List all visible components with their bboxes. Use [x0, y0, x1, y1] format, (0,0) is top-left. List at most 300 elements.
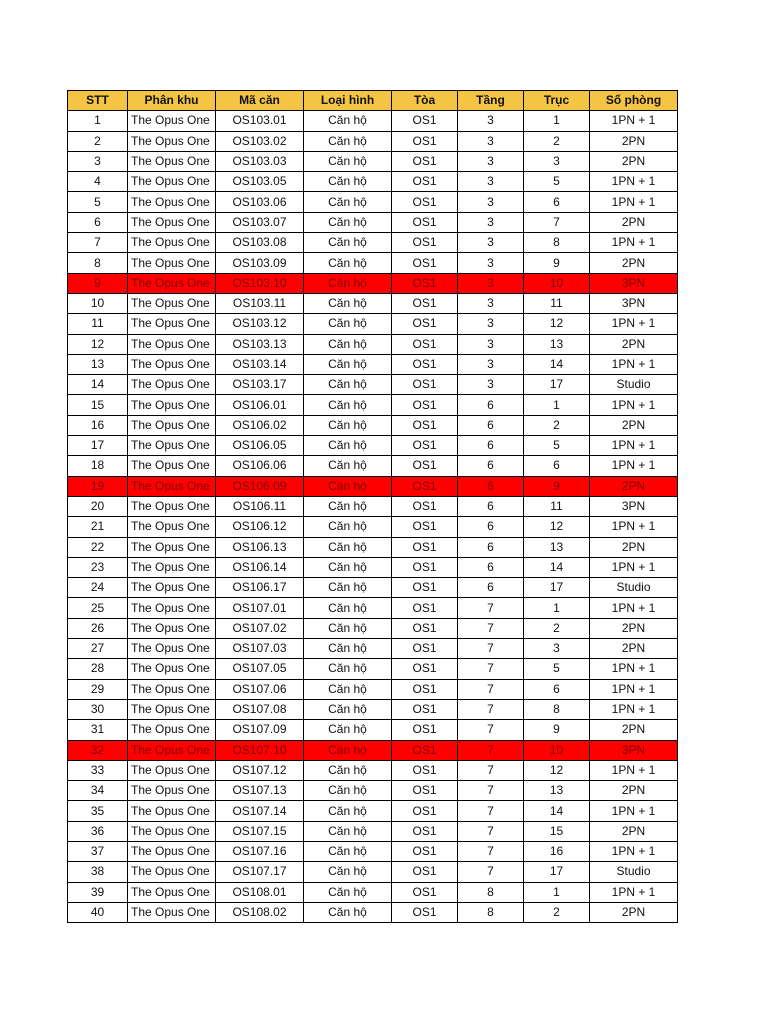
cell-loai-hinh[interactable]: Căn hộ	[304, 841, 392, 861]
cell-ma-can[interactable]: OS107.12	[216, 760, 304, 780]
cell-stt[interactable]: 26	[68, 618, 128, 638]
cell-ma-can[interactable]: OS103.01	[216, 111, 304, 131]
cell-loai-hinh[interactable]: Căn hộ	[304, 354, 392, 374]
cell-loai-hinh[interactable]: Căn hộ	[304, 456, 392, 476]
cell-toa[interactable]: OS1	[392, 151, 458, 171]
cell-loai-hinh[interactable]: Căn hộ	[304, 375, 392, 395]
cell-truc[interactable]: 1	[524, 598, 590, 618]
cell-phan-khu[interactable]: The Opus One	[128, 253, 216, 273]
cell-loai-hinh[interactable]: Căn hộ	[304, 151, 392, 171]
cell-so-phong[interactable]: 3PN	[590, 740, 678, 760]
cell-truc[interactable]: 13	[524, 334, 590, 354]
cell-toa[interactable]: OS1	[392, 578, 458, 598]
cell-truc[interactable]: 6	[524, 192, 590, 212]
cell-truc[interactable]: 7	[524, 212, 590, 232]
header-ma-can[interactable]: Mã căn	[216, 91, 304, 111]
cell-so-phong[interactable]: 1PN + 1	[590, 598, 678, 618]
cell-ma-can[interactable]: OS103.13	[216, 334, 304, 354]
cell-tang[interactable]: 7	[458, 801, 524, 821]
cell-toa[interactable]: OS1	[392, 253, 458, 273]
cell-truc[interactable]: 16	[524, 841, 590, 861]
cell-tang[interactable]: 6	[458, 517, 524, 537]
cell-phan-khu[interactable]: The Opus One	[128, 781, 216, 801]
cell-truc[interactable]: 10	[524, 273, 590, 293]
cell-loai-hinh[interactable]: Căn hộ	[304, 557, 392, 577]
cell-phan-khu[interactable]: The Opus One	[128, 841, 216, 861]
cell-stt[interactable]: 30	[68, 699, 128, 719]
cell-phan-khu[interactable]: The Opus One	[128, 111, 216, 131]
cell-ma-can[interactable]: OS106.12	[216, 517, 304, 537]
cell-stt[interactable]: 19	[68, 476, 128, 496]
cell-stt[interactable]: 32	[68, 740, 128, 760]
cell-ma-can[interactable]: OS108.01	[216, 882, 304, 902]
cell-so-phong[interactable]: 1PN + 1	[590, 172, 678, 192]
cell-toa[interactable]: OS1	[392, 781, 458, 801]
cell-toa[interactable]: OS1	[392, 841, 458, 861]
cell-stt[interactable]: 39	[68, 882, 128, 902]
cell-truc[interactable]: 9	[524, 476, 590, 496]
cell-ma-can[interactable]: OS106.05	[216, 436, 304, 456]
cell-ma-can[interactable]: OS103.12	[216, 314, 304, 334]
cell-loai-hinh[interactable]: Căn hộ	[304, 862, 392, 882]
cell-ma-can[interactable]: OS106.11	[216, 496, 304, 516]
cell-toa[interactable]: OS1	[392, 456, 458, 476]
cell-loai-hinh[interactable]: Căn hộ	[304, 537, 392, 557]
cell-phan-khu[interactable]: The Opus One	[128, 496, 216, 516]
cell-loai-hinh[interactable]: Căn hộ	[304, 192, 392, 212]
cell-loai-hinh[interactable]: Căn hộ	[304, 740, 392, 760]
cell-so-phong[interactable]: 2PN	[590, 334, 678, 354]
cell-ma-can[interactable]: OS103.07	[216, 212, 304, 232]
cell-loai-hinh[interactable]: Căn hộ	[304, 517, 392, 537]
cell-phan-khu[interactable]: The Opus One	[128, 436, 216, 456]
cell-truc[interactable]: 17	[524, 375, 590, 395]
cell-ma-can[interactable]: OS107.01	[216, 598, 304, 618]
cell-ma-can[interactable]: OS103.11	[216, 293, 304, 313]
cell-so-phong[interactable]: 1PN + 1	[590, 882, 678, 902]
cell-phan-khu[interactable]: The Opus One	[128, 720, 216, 740]
cell-phan-khu[interactable]: The Opus One	[128, 801, 216, 821]
cell-phan-khu[interactable]: The Opus One	[128, 131, 216, 151]
header-tang[interactable]: Tầng	[458, 91, 524, 111]
cell-toa[interactable]: OS1	[392, 882, 458, 902]
cell-ma-can[interactable]: OS108.02	[216, 902, 304, 922]
cell-tang[interactable]: 3	[458, 151, 524, 171]
cell-phan-khu[interactable]: The Opus One	[128, 151, 216, 171]
cell-stt[interactable]: 20	[68, 496, 128, 516]
cell-ma-can[interactable]: OS106.06	[216, 456, 304, 476]
cell-stt[interactable]: 35	[68, 801, 128, 821]
cell-tang[interactable]: 6	[458, 395, 524, 415]
cell-truc[interactable]: 12	[524, 517, 590, 537]
cell-stt[interactable]: 22	[68, 537, 128, 557]
cell-toa[interactable]: OS1	[392, 862, 458, 882]
cell-so-phong[interactable]: 2PN	[590, 618, 678, 638]
cell-tang[interactable]: 3	[458, 192, 524, 212]
cell-truc[interactable]: 6	[524, 679, 590, 699]
cell-toa[interactable]: OS1	[392, 172, 458, 192]
cell-loai-hinh[interactable]: Căn hộ	[304, 253, 392, 273]
cell-toa[interactable]: OS1	[392, 720, 458, 740]
cell-loai-hinh[interactable]: Căn hộ	[304, 902, 392, 922]
cell-toa[interactable]: OS1	[392, 902, 458, 922]
cell-so-phong[interactable]: 2PN	[590, 639, 678, 659]
cell-truc[interactable]: 6	[524, 456, 590, 476]
cell-so-phong[interactable]: 3PN	[590, 293, 678, 313]
cell-so-phong[interactable]: 1PN + 1	[590, 801, 678, 821]
cell-phan-khu[interactable]: The Opus One	[128, 659, 216, 679]
cell-ma-can[interactable]: OS107.08	[216, 699, 304, 719]
cell-loai-hinh[interactable]: Căn hộ	[304, 131, 392, 151]
cell-so-phong[interactable]: Studio	[590, 578, 678, 598]
cell-stt[interactable]: 10	[68, 293, 128, 313]
cell-tang[interactable]: 6	[458, 456, 524, 476]
cell-loai-hinh[interactable]: Căn hộ	[304, 172, 392, 192]
cell-phan-khu[interactable]: The Opus One	[128, 354, 216, 374]
cell-toa[interactable]: OS1	[392, 354, 458, 374]
cell-toa[interactable]: OS1	[392, 557, 458, 577]
cell-stt[interactable]: 36	[68, 821, 128, 841]
cell-so-phong[interactable]: 2PN	[590, 253, 678, 273]
cell-ma-can[interactable]: OS103.14	[216, 354, 304, 374]
cell-tang[interactable]: 7	[458, 679, 524, 699]
cell-so-phong[interactable]: 1PN + 1	[590, 436, 678, 456]
cell-ma-can[interactable]: OS107.14	[216, 801, 304, 821]
cell-so-phong[interactable]: 1PN + 1	[590, 395, 678, 415]
cell-so-phong[interactable]: Studio	[590, 862, 678, 882]
cell-tang[interactable]: 3	[458, 212, 524, 232]
cell-ma-can[interactable]: OS103.02	[216, 131, 304, 151]
cell-loai-hinh[interactable]: Căn hộ	[304, 679, 392, 699]
header-stt[interactable]: STT	[68, 91, 128, 111]
cell-tang[interactable]: 7	[458, 618, 524, 638]
cell-stt[interactable]: 37	[68, 841, 128, 861]
cell-tang[interactable]: 3	[458, 233, 524, 253]
cell-so-phong[interactable]: 2PN	[590, 212, 678, 232]
cell-toa[interactable]: OS1	[392, 273, 458, 293]
cell-truc[interactable]: 2	[524, 131, 590, 151]
cell-so-phong[interactable]: 2PN	[590, 902, 678, 922]
cell-tang[interactable]: 3	[458, 172, 524, 192]
cell-truc[interactable]: 2	[524, 415, 590, 435]
cell-tang[interactable]: 6	[458, 578, 524, 598]
cell-tang[interactable]: 7	[458, 740, 524, 760]
cell-so-phong[interactable]: 1PN + 1	[590, 192, 678, 212]
cell-loai-hinh[interactable]: Căn hộ	[304, 760, 392, 780]
cell-so-phong[interactable]: 1PN + 1	[590, 557, 678, 577]
cell-tang[interactable]: 7	[458, 720, 524, 740]
header-truc[interactable]: Trục	[524, 91, 590, 111]
cell-toa[interactable]: OS1	[392, 436, 458, 456]
cell-toa[interactable]: OS1	[392, 212, 458, 232]
cell-so-phong[interactable]: 2PN	[590, 151, 678, 171]
cell-loai-hinh[interactable]: Căn hộ	[304, 436, 392, 456]
cell-stt[interactable]: 38	[68, 862, 128, 882]
cell-tang[interactable]: 6	[458, 415, 524, 435]
cell-stt[interactable]: 9	[68, 273, 128, 293]
cell-stt[interactable]: 8	[68, 253, 128, 273]
cell-tang[interactable]: 7	[458, 821, 524, 841]
cell-phan-khu[interactable]: The Opus One	[128, 172, 216, 192]
header-phan-khu[interactable]: Phân khu	[128, 91, 216, 111]
cell-ma-can[interactable]: OS103.17	[216, 375, 304, 395]
cell-stt[interactable]: 23	[68, 557, 128, 577]
cell-tang[interactable]: 7	[458, 862, 524, 882]
cell-ma-can[interactable]: OS106.09	[216, 476, 304, 496]
cell-phan-khu[interactable]: The Opus One	[128, 537, 216, 557]
cell-ma-can[interactable]: OS106.01	[216, 395, 304, 415]
cell-loai-hinh[interactable]: Căn hộ	[304, 293, 392, 313]
cell-ma-can[interactable]: OS107.16	[216, 841, 304, 861]
cell-ma-can[interactable]: OS107.13	[216, 781, 304, 801]
cell-stt[interactable]: 5	[68, 192, 128, 212]
cell-toa[interactable]: OS1	[392, 334, 458, 354]
cell-tang[interactable]: 6	[458, 436, 524, 456]
cell-truc[interactable]: 2	[524, 618, 590, 638]
cell-phan-khu[interactable]: The Opus One	[128, 862, 216, 882]
cell-loai-hinh[interactable]: Căn hộ	[304, 111, 392, 131]
cell-tang[interactable]: 6	[458, 557, 524, 577]
cell-tang[interactable]: 3	[458, 273, 524, 293]
cell-so-phong[interactable]: 1PN + 1	[590, 760, 678, 780]
cell-loai-hinh[interactable]: Căn hộ	[304, 720, 392, 740]
cell-truc[interactable]: 5	[524, 659, 590, 679]
cell-loai-hinh[interactable]: Căn hộ	[304, 639, 392, 659]
cell-loai-hinh[interactable]: Căn hộ	[304, 598, 392, 618]
cell-stt[interactable]: 13	[68, 354, 128, 374]
cell-ma-can[interactable]: OS103.03	[216, 151, 304, 171]
cell-toa[interactable]: OS1	[392, 314, 458, 334]
cell-phan-khu[interactable]: The Opus One	[128, 699, 216, 719]
cell-tang[interactable]: 6	[458, 476, 524, 496]
cell-tang[interactable]: 6	[458, 496, 524, 516]
cell-truc[interactable]: 14	[524, 354, 590, 374]
cell-truc[interactable]: 17	[524, 862, 590, 882]
cell-stt[interactable]: 17	[68, 436, 128, 456]
cell-loai-hinh[interactable]: Căn hộ	[304, 476, 392, 496]
cell-stt[interactable]: 12	[68, 334, 128, 354]
cell-tang[interactable]: 3	[458, 253, 524, 273]
cell-loai-hinh[interactable]: Căn hộ	[304, 618, 392, 638]
cell-toa[interactable]: OS1	[392, 679, 458, 699]
cell-phan-khu[interactable]: The Opus One	[128, 598, 216, 618]
cell-so-phong[interactable]: 2PN	[590, 131, 678, 151]
cell-ma-can[interactable]: OS106.13	[216, 537, 304, 557]
cell-truc[interactable]: 15	[524, 821, 590, 841]
cell-ma-can[interactable]: OS107.10	[216, 740, 304, 760]
cell-tang[interactable]: 3	[458, 314, 524, 334]
cell-phan-khu[interactable]: The Opus One	[128, 233, 216, 253]
cell-truc[interactable]: 5	[524, 172, 590, 192]
cell-tang[interactable]: 7	[458, 781, 524, 801]
cell-phan-khu[interactable]: The Opus One	[128, 314, 216, 334]
cell-toa[interactable]: OS1	[392, 639, 458, 659]
cell-ma-can[interactable]: OS103.10	[216, 273, 304, 293]
cell-toa[interactable]: OS1	[392, 760, 458, 780]
cell-stt[interactable]: 4	[68, 172, 128, 192]
cell-toa[interactable]: OS1	[392, 740, 458, 760]
header-so-phong[interactable]: Số phòng	[590, 91, 678, 111]
cell-loai-hinh[interactable]: Căn hộ	[304, 882, 392, 902]
cell-phan-khu[interactable]: The Opus One	[128, 902, 216, 922]
cell-tang[interactable]: 3	[458, 111, 524, 131]
cell-stt[interactable]: 24	[68, 578, 128, 598]
cell-tang[interactable]: 7	[458, 659, 524, 679]
cell-tang[interactable]: 7	[458, 760, 524, 780]
cell-phan-khu[interactable]: The Opus One	[128, 415, 216, 435]
cell-phan-khu[interactable]: The Opus One	[128, 618, 216, 638]
cell-toa[interactable]: OS1	[392, 395, 458, 415]
cell-loai-hinh[interactable]: Căn hộ	[304, 801, 392, 821]
cell-loai-hinh[interactable]: Căn hộ	[304, 415, 392, 435]
cell-truc[interactable]: 9	[524, 253, 590, 273]
cell-loai-hinh[interactable]: Căn hộ	[304, 395, 392, 415]
header-loai-hinh[interactable]: Loại hình	[304, 91, 392, 111]
cell-truc[interactable]: 3	[524, 151, 590, 171]
header-toa[interactable]: Tòa	[392, 91, 458, 111]
cell-loai-hinh[interactable]: Căn hộ	[304, 496, 392, 516]
cell-toa[interactable]: OS1	[392, 659, 458, 679]
cell-loai-hinh[interactable]: Căn hộ	[304, 659, 392, 679]
cell-truc[interactable]: 1	[524, 882, 590, 902]
cell-stt[interactable]: 1	[68, 111, 128, 131]
cell-phan-khu[interactable]: The Opus One	[128, 578, 216, 598]
cell-phan-khu[interactable]: The Opus One	[128, 192, 216, 212]
cell-truc[interactable]: 17	[524, 578, 590, 598]
cell-phan-khu[interactable]: The Opus One	[128, 760, 216, 780]
cell-tang[interactable]: 3	[458, 354, 524, 374]
cell-phan-khu[interactable]: The Opus One	[128, 639, 216, 659]
cell-stt[interactable]: 16	[68, 415, 128, 435]
cell-stt[interactable]: 15	[68, 395, 128, 415]
cell-phan-khu[interactable]: The Opus One	[128, 517, 216, 537]
cell-truc[interactable]: 5	[524, 436, 590, 456]
cell-stt[interactable]: 33	[68, 760, 128, 780]
cell-phan-khu[interactable]: The Opus One	[128, 557, 216, 577]
cell-so-phong[interactable]: 2PN	[590, 415, 678, 435]
cell-so-phong[interactable]: 1PN + 1	[590, 517, 678, 537]
cell-stt[interactable]: 28	[68, 659, 128, 679]
cell-phan-khu[interactable]: The Opus One	[128, 476, 216, 496]
cell-toa[interactable]: OS1	[392, 233, 458, 253]
cell-stt[interactable]: 3	[68, 151, 128, 171]
cell-stt[interactable]: 27	[68, 639, 128, 659]
cell-ma-can[interactable]: OS107.05	[216, 659, 304, 679]
cell-stt[interactable]: 11	[68, 314, 128, 334]
cell-phan-khu[interactable]: The Opus One	[128, 212, 216, 232]
cell-stt[interactable]: 29	[68, 679, 128, 699]
cell-truc[interactable]: 14	[524, 801, 590, 821]
cell-so-phong[interactable]: 1PN + 1	[590, 456, 678, 476]
cell-toa[interactable]: OS1	[392, 801, 458, 821]
cell-loai-hinh[interactable]: Căn hộ	[304, 781, 392, 801]
cell-ma-can[interactable]: OS107.15	[216, 821, 304, 841]
cell-truc[interactable]: 12	[524, 314, 590, 334]
cell-phan-khu[interactable]: The Opus One	[128, 821, 216, 841]
cell-so-phong[interactable]: 1PN + 1	[590, 354, 678, 374]
cell-tang[interactable]: 8	[458, 882, 524, 902]
cell-tang[interactable]: 7	[458, 699, 524, 719]
cell-stt[interactable]: 18	[68, 456, 128, 476]
cell-truc[interactable]: 11	[524, 293, 590, 313]
cell-ma-can[interactable]: OS106.17	[216, 578, 304, 598]
cell-loai-hinh[interactable]: Căn hộ	[304, 233, 392, 253]
cell-stt[interactable]: 14	[68, 375, 128, 395]
cell-so-phong[interactable]: 1PN + 1	[590, 699, 678, 719]
cell-truc[interactable]: 3	[524, 639, 590, 659]
cell-toa[interactable]: OS1	[392, 537, 458, 557]
cell-ma-can[interactable]: OS106.02	[216, 415, 304, 435]
cell-ma-can[interactable]: OS107.02	[216, 618, 304, 638]
cell-truc[interactable]: 9	[524, 720, 590, 740]
cell-phan-khu[interactable]: The Opus One	[128, 273, 216, 293]
cell-tang[interactable]: 3	[458, 131, 524, 151]
cell-so-phong[interactable]: 1PN + 1	[590, 841, 678, 861]
cell-toa[interactable]: OS1	[392, 293, 458, 313]
cell-tang[interactable]: 3	[458, 334, 524, 354]
cell-toa[interactable]: OS1	[392, 111, 458, 131]
cell-tang[interactable]: 8	[458, 902, 524, 922]
cell-truc[interactable]: 8	[524, 699, 590, 719]
cell-so-phong[interactable]: 2PN	[590, 821, 678, 841]
cell-toa[interactable]: OS1	[392, 517, 458, 537]
cell-phan-khu[interactable]: The Opus One	[128, 456, 216, 476]
cell-ma-can[interactable]: OS107.09	[216, 720, 304, 740]
cell-so-phong[interactable]: 2PN	[590, 781, 678, 801]
cell-toa[interactable]: OS1	[392, 598, 458, 618]
cell-loai-hinh[interactable]: Căn hộ	[304, 334, 392, 354]
cell-stt[interactable]: 31	[68, 720, 128, 740]
cell-phan-khu[interactable]: The Opus One	[128, 375, 216, 395]
cell-phan-khu[interactable]: The Opus One	[128, 679, 216, 699]
cell-ma-can[interactable]: OS103.09	[216, 253, 304, 273]
cell-tang[interactable]: 7	[458, 598, 524, 618]
cell-tang[interactable]: 7	[458, 639, 524, 659]
cell-truc[interactable]: 1	[524, 395, 590, 415]
cell-loai-hinh[interactable]: Căn hộ	[304, 273, 392, 293]
cell-ma-can[interactable]: OS103.05	[216, 172, 304, 192]
cell-so-phong[interactable]: 1PN + 1	[590, 314, 678, 334]
cell-ma-can[interactable]: OS103.08	[216, 233, 304, 253]
cell-ma-can[interactable]: OS107.03	[216, 639, 304, 659]
cell-loai-hinh[interactable]: Căn hộ	[304, 578, 392, 598]
cell-toa[interactable]: OS1	[392, 192, 458, 212]
cell-stt[interactable]: 40	[68, 902, 128, 922]
cell-loai-hinh[interactable]: Căn hộ	[304, 821, 392, 841]
cell-so-phong[interactable]: Studio	[590, 375, 678, 395]
cell-stt[interactable]: 2	[68, 131, 128, 151]
cell-loai-hinh[interactable]: Căn hộ	[304, 212, 392, 232]
cell-tang[interactable]: 3	[458, 293, 524, 313]
cell-toa[interactable]: OS1	[392, 415, 458, 435]
cell-stt[interactable]: 6	[68, 212, 128, 232]
cell-toa[interactable]: OS1	[392, 131, 458, 151]
cell-truc[interactable]: 13	[524, 537, 590, 557]
cell-so-phong[interactable]: 1PN + 1	[590, 659, 678, 679]
cell-tang[interactable]: 6	[458, 537, 524, 557]
cell-stt[interactable]: 7	[68, 233, 128, 253]
cell-stt[interactable]: 21	[68, 517, 128, 537]
cell-truc[interactable]: 10	[524, 740, 590, 760]
cell-stt[interactable]: 25	[68, 598, 128, 618]
cell-so-phong[interactable]: 2PN	[590, 476, 678, 496]
cell-stt[interactable]: 34	[68, 781, 128, 801]
cell-so-phong[interactable]: 1PN + 1	[590, 679, 678, 699]
cell-toa[interactable]: OS1	[392, 375, 458, 395]
cell-truc[interactable]: 14	[524, 557, 590, 577]
cell-loai-hinh[interactable]: Căn hộ	[304, 314, 392, 334]
cell-ma-can[interactable]: OS107.17	[216, 862, 304, 882]
